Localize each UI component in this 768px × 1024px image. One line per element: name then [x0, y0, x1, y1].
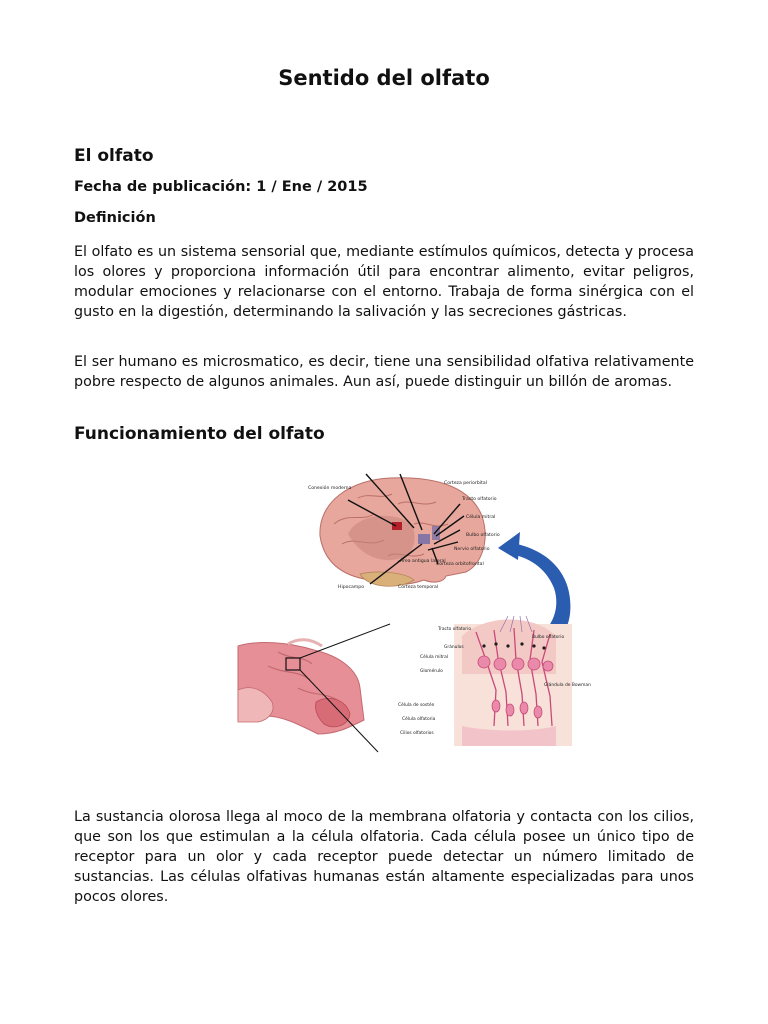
label-detail-celula-olfatoria: Célula olfatoria [402, 717, 436, 722]
label-detail-bowman: Glándula de Bowman [544, 683, 591, 688]
label-area-antigua: Área antigua lateral [400, 559, 446, 564]
paragraph-definition: El olfato es un sistema sensorial que, mediante estímulos químicos, detecta y procesa los olores y proporciona información útil para encontrar alimento, evitar peligros, modular emociones y relacionarse con el entorno. Trabaja de forma sinérgica con el gusto en la digestión, determinando la salivación y las secreciones gástricas. [74, 244, 694, 320]
section-heading-el-olfato: El olfato [74, 146, 154, 166]
page-title: Sentido del olfato [278, 66, 490, 90]
label-bulbo-olfatorio: Bulbo olfatorio [466, 533, 500, 538]
definition-heading: Definición [74, 210, 156, 226]
label-detail-glomerulo: Glomérulo [420, 669, 443, 674]
label-detail-cilios: Cilios olfatorios [400, 731, 434, 736]
publication-date: Fecha de publicación: 1 / Ene / 2015 [74, 179, 368, 195]
label-detail-tracto: Tracto olfatorio [438, 627, 472, 632]
label-corteza-periorbital: Corteza periorbital [444, 481, 487, 486]
label-conexion-moderna: Conexión moderna [308, 486, 352, 491]
label-detail-sosten: Célula de sostén [398, 703, 435, 708]
label-hipocampo: Hipocampo [338, 585, 364, 590]
label-tracto-olfatorio: Tracto olfatorio [462, 497, 497, 502]
label-detail-bulbo: Bulbo olfatorio [532, 635, 565, 640]
label-corteza-temporal: Corteza temporal [398, 585, 439, 590]
label-nervio-olfatorio: Nervio olfatorio [454, 547, 490, 552]
label-corteza-orbitofrontal: Corteza orbitofrontal [436, 562, 484, 567]
section-heading-funcionamiento: Funcionamiento del olfato [74, 424, 325, 444]
label-detail-granulos: Gránulos [444, 645, 464, 650]
label-detail-celula-mitral: Célula mitral [420, 655, 449, 660]
olfactory-system-figure [238, 464, 591, 754]
paragraph-microsmatic: El ser humano es microsmatico, es decir, tiene una sensibilidad olfativa relativamente pobre respecto de algunos animales. Aun así, puede distinguir un billón de aromas. [74, 354, 694, 390]
label-celula-mitral: Célula mitral [466, 515, 496, 520]
paragraph-funcionamiento: La sustancia olorosa llega al moco de la membrana olfatoria y contacta con los cilios, que son los que estimulan a la célula olfatoria. Cada célula posee un único tipo de receptor para un olor y cada receptor puede detectar un número limitado de sustancias. Las células olfativas humanas están altamente especializadas para unos pocos olores. [74, 809, 694, 905]
